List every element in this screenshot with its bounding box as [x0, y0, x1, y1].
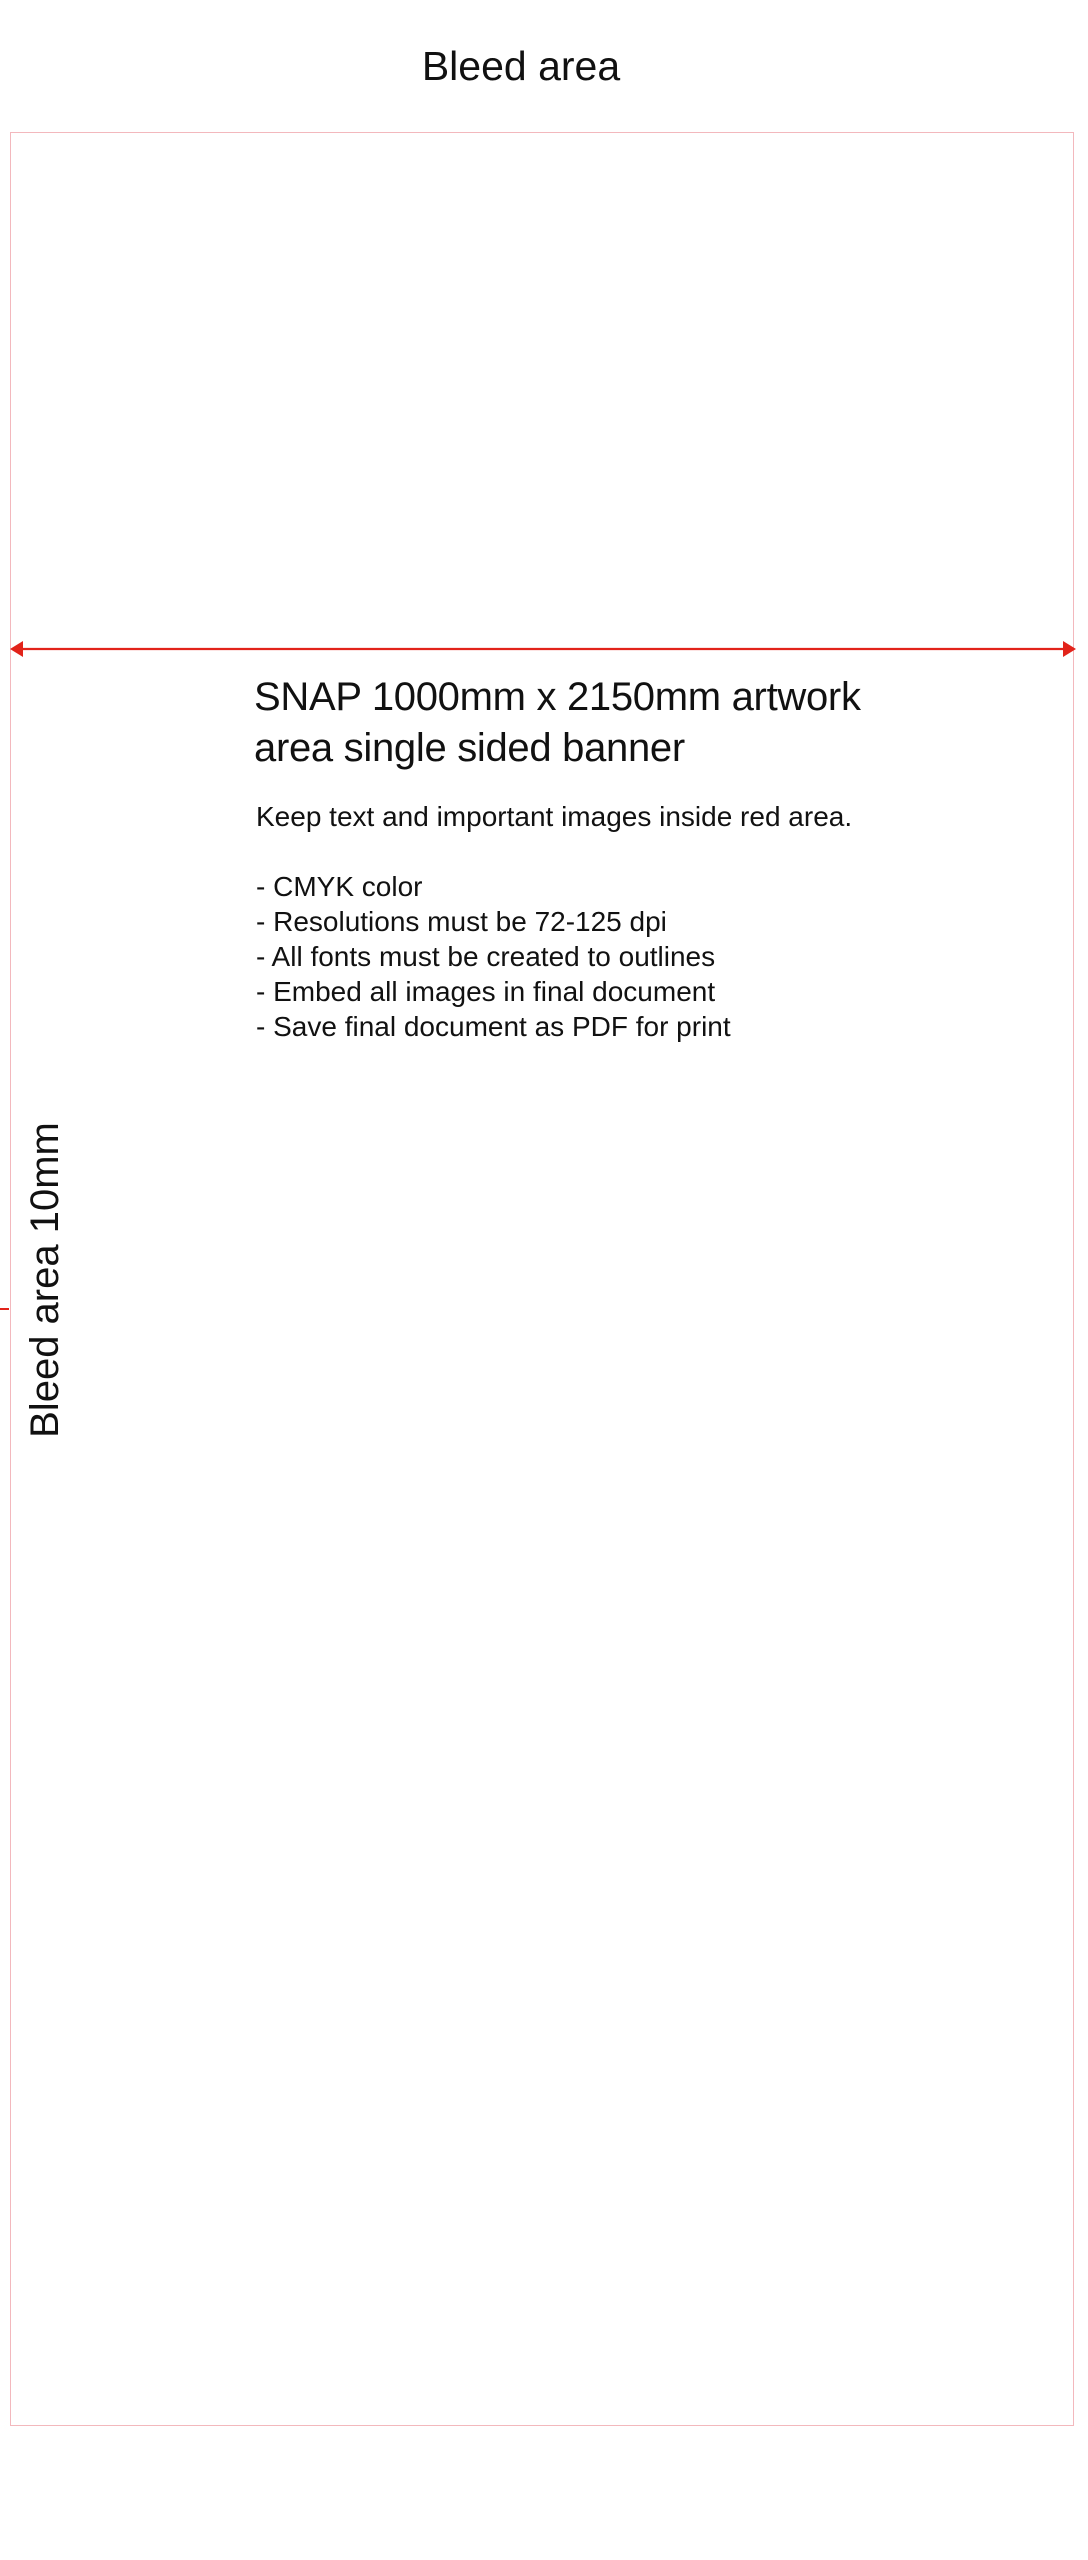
print-requirements-list [256, 869, 1014, 1044]
requirement-cmyk: - CMYK color [256, 871, 423, 902]
safe-artwork-area [10, 132, 1074, 2426]
bleed-area-label: Bleed area [421, 43, 621, 89]
requirement-save-pdf: - Save final document as PDF for print [256, 1011, 731, 1042]
banner-title-line-2: area single sided banner [254, 726, 685, 770]
banner-title-line-1: SNAP 1000mm x 2150mm artwork [254, 675, 861, 719]
requirement-embed-images: - Embed all images in final document [256, 976, 716, 1007]
requirement-resolution: - Resolutions must be 72-125 dpi [256, 906, 667, 937]
banner-title [254, 672, 1014, 774]
safe-area-instruction: Keep text and important images inside red area. [256, 801, 853, 832]
artwork-instructions [254, 672, 1014, 1044]
side-bleed-label: Bleed area 10mm [23, 1122, 67, 1438]
requirement-font-outlines: - All fonts must be created to outlines [256, 941, 716, 972]
side-bleed-tick [0, 1308, 9, 1310]
